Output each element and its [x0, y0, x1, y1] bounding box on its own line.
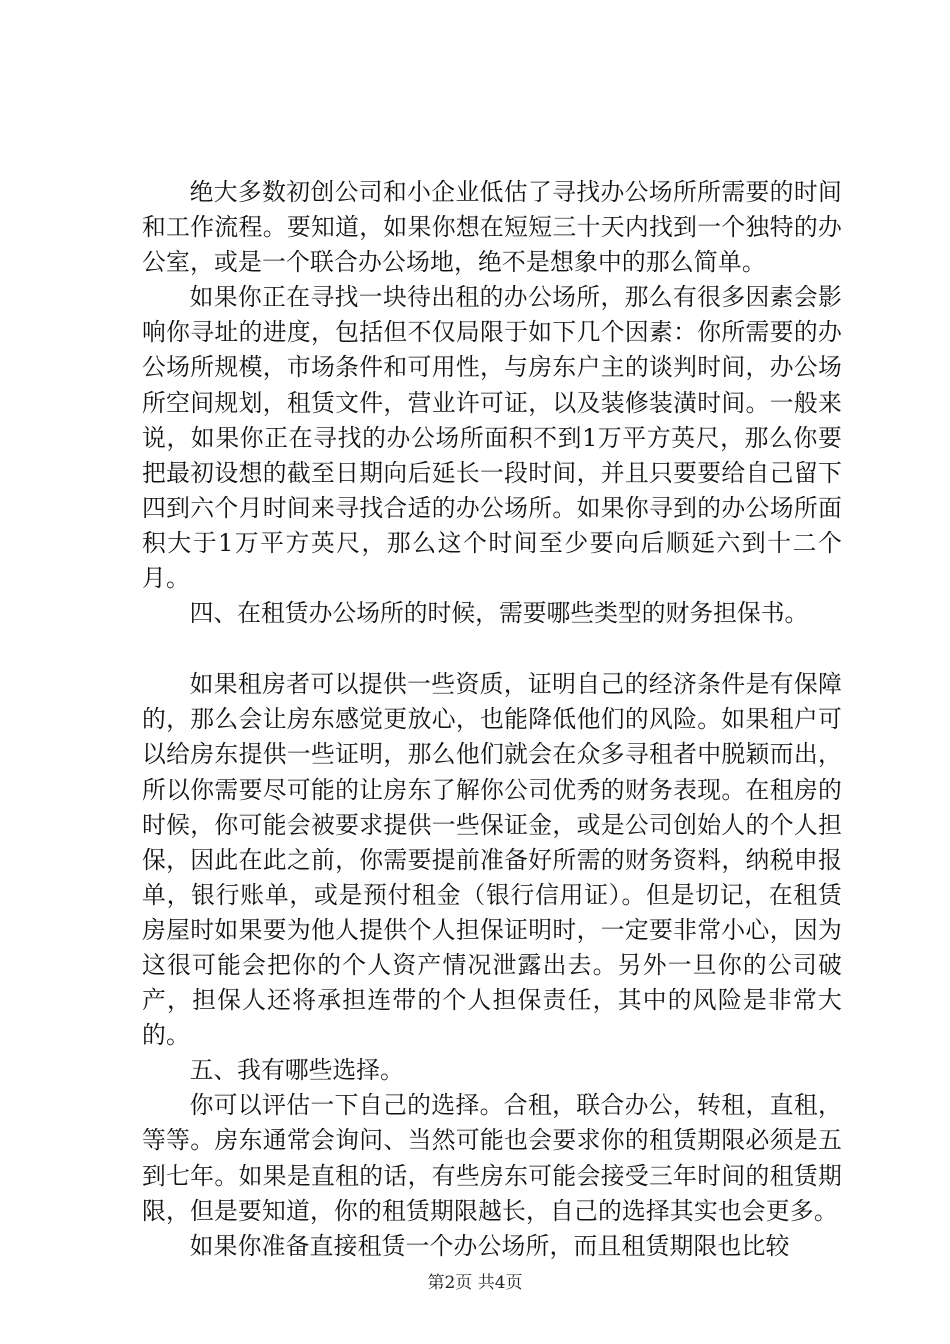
paragraph-options: 你可以评估一下自己的选择。合租，联合办公，转租，直租，等等。房东通常会询问、当然可能也会要求你的租赁期限必须是五到七年。如果是直租的话，有些房东可能会接受三年时间的租赁期限，但是要知道，你的租赁期限越长，自己的选择其实也会更多。: [142, 1091, 842, 1225]
blank-line: [142, 631, 842, 667]
paragraph-direct-lease: 如果你准备直接租赁一个办公场所，而且租赁期限也比较: [189, 1231, 790, 1260]
page-number-footer: 第2页 共4页: [427, 1273, 523, 1293]
section-heading-five: 五、我有哪些选择。: [189, 1056, 404, 1085]
section-heading-four: 四、在租赁办公场所的时候，需要哪些类型的财务担保书。: [189, 599, 809, 628]
paragraph-search-factors: 如果你正在寻找一块待出租的办公场所，那么有很多因素会影响你寻址的进度，包括但不仅局限于如下几个因素：你所需要的办公场所规模，市场条件和可用性，与房东户主的谈判时间，办公场所空间规划，租赁文件，营业许可证，以及装修装潢时间。一般来说，如果你正在寻找的办公场所面积不到1万平方英尺，那么你要把最初设想的截至日期向后延长一段时间，并且只要要给自己留下四到六个月时间来寻找合适的办公场所。如果你寻到的办公场所面积大于1万平方英尺，那么这个时间至少要向后顺延六到十二个月。: [142, 283, 842, 593]
paragraph-financial-guarantee: 如果租房者可以提供一些资质，证明自己的经济条件是有保障的，那么会让房东感觉更放心，也能降低他们的风险。如果租户可以给房东提供一些证明，那么他们就会在众多寻租者中脱颖而出，所以你需要尽可能的让房东了解你公司优秀的财务表现。在租房的时候，你可能会被要求提供一些保证金，或是公司创始人的个人担保，因此在此之前，你需要提前准备好所需的财务资料，纳税申报单，银行账单，或是预付租金（银行信用证）。但是切记，在租赁房屋时如果要为他人提供个人担保证明时，一定要非常小心，因为这很可能会把你的个人资产情况泄露出去。另外一旦你的公司破产，担保人还将承担连带的个人担保责任，其中的风险是非常大的。: [142, 670, 842, 1050]
document-body: [142, 175, 842, 1264]
paragraph-intro: 绝大多数初创公司和小企业低估了寻找办公场所所需要的时间和工作流程。要知道，如果你想在短短三十天内找到一个独特的办公室，或是一个联合办公场地，绝不是想象中的那么简单。: [142, 178, 842, 277]
